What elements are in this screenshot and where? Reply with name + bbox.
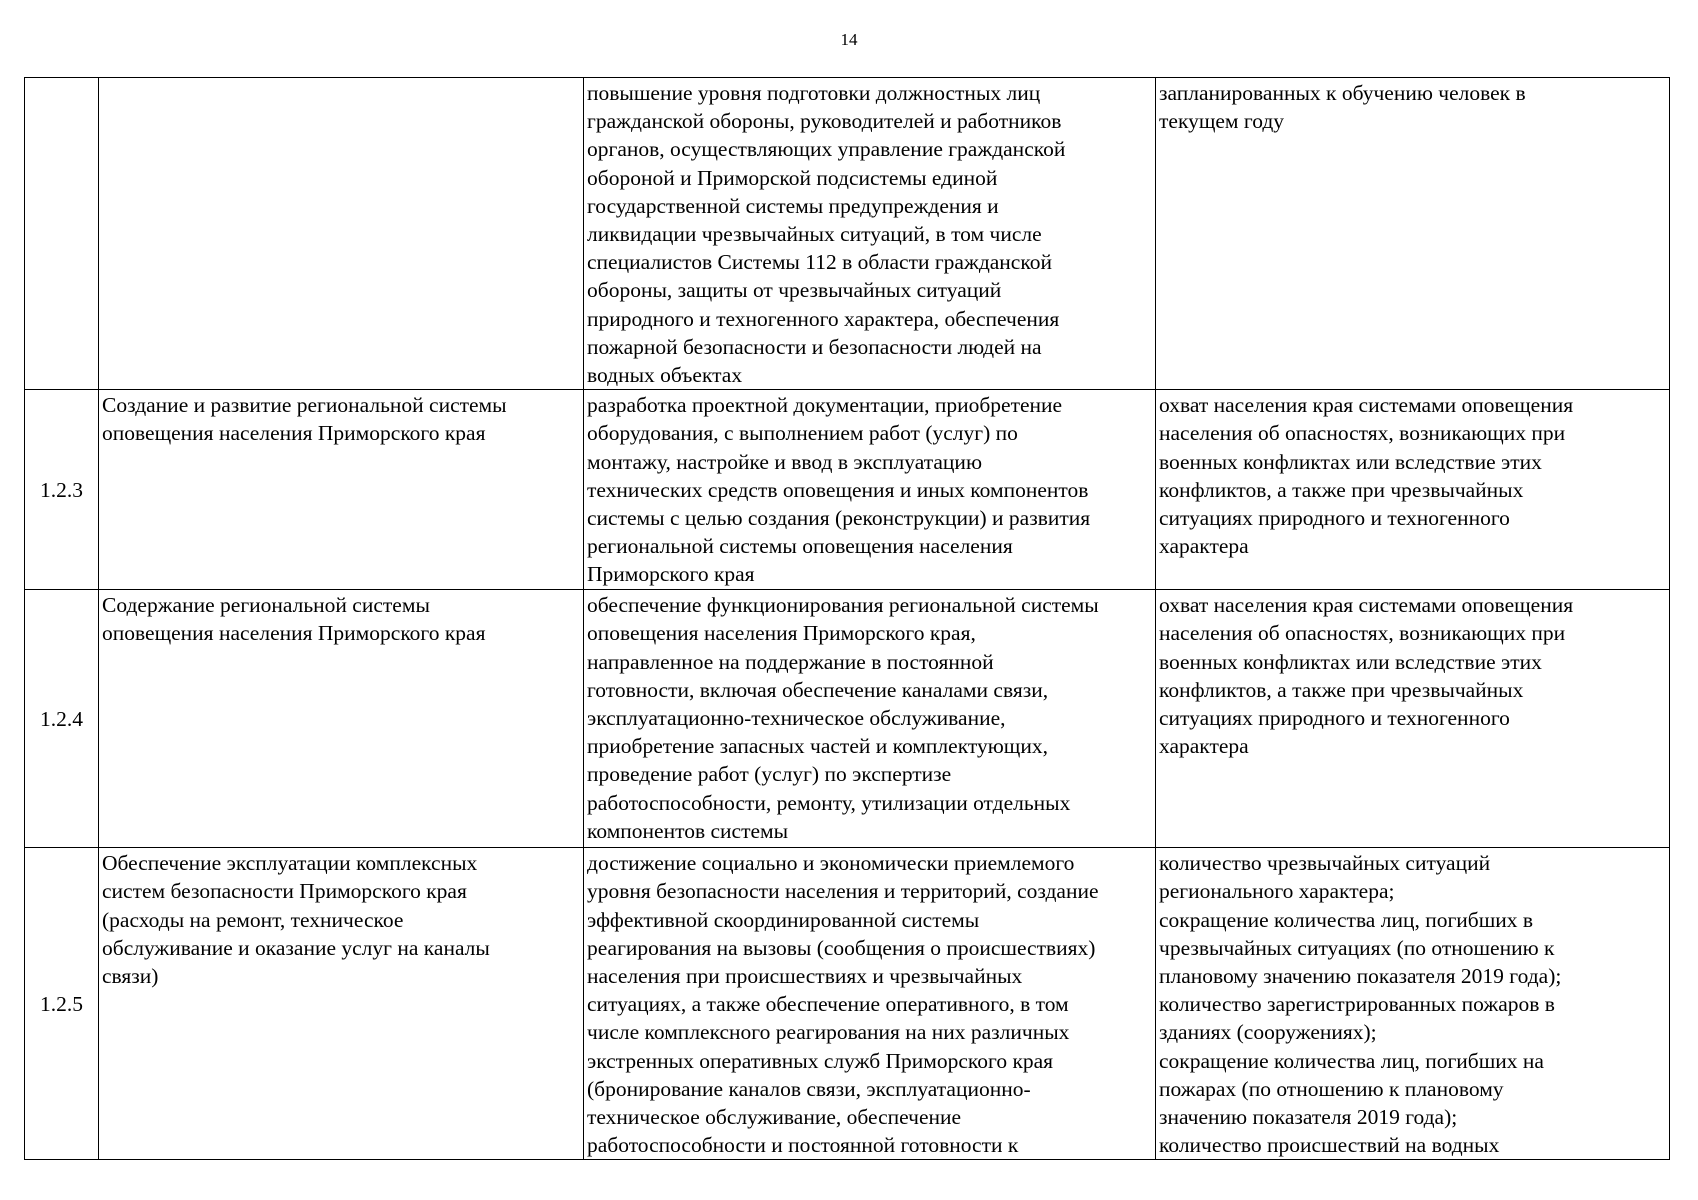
indicator-line: военных конфликтах или вследствие этих [1159,449,1542,474]
row-number: 1.2.5 [40,991,83,1016]
description-line: региональной системы оповещения населения [587,534,1013,559]
indicator-line: ситуациях природного и техногенного [1159,506,1510,531]
description-line: населения при происшествиях и чрезвычайных [587,964,1023,989]
indicator-line: плановому значению показателя 2019 года); [1159,964,1562,989]
description-line: эксплуатационно-техническое обслуживание, [587,706,1006,731]
description-line: технических средств оповещения и иных компонентов [587,477,1089,502]
table-row [25,78,1670,390]
activity-description-cell [584,390,1156,590]
indicator-line: количество чрезвычайных ситуаций [1159,851,1491,876]
program-table [24,77,1670,1160]
description-line: числе комплексного реагирования на них различных [587,1020,1070,1045]
activity-description-cell [584,590,1156,848]
indicator-cell [1156,590,1670,848]
indicator-line: охват населения края системами оповещения [1159,393,1574,418]
indicator-line: пожарах (по отношению к плановому [1159,1076,1504,1101]
name-line: оповещения населения Приморского края [102,621,486,646]
name-line: оповещения населения Приморского края [102,421,486,446]
description-line: пожарной безопасности и безопасности людей на [587,334,1042,359]
description-line: обороной и Приморской подсистемы единой [587,165,998,190]
description-line: органов, осуществляющих управление гражданской [587,137,1066,162]
indicator-line: регионального характера; [1159,879,1395,904]
description-line: государственной системы предупреждения и [587,193,999,218]
row-number-cell [25,390,99,590]
row-number-cell [25,848,99,1160]
description-line: оповещения населения Приморского края, [587,621,976,646]
description-line: оборудования, с выполнением работ (услуг) по [587,421,1018,446]
activity-name-cell [99,590,584,848]
name-line: Обеспечение эксплуатации комплексных [102,851,478,876]
description-line: компонентов системы [587,818,789,843]
description-line: работоспособности, ремонту, утилизации отдельных [587,790,1071,815]
row-number: 1.2.4 [40,706,83,731]
indicator-line: значению показателя 2019 года); [1159,1105,1458,1130]
description-line: уровня безопасности населения и территорий, создание [587,879,1099,904]
activity-name-cell [99,390,584,590]
description-line: повышение уровня подготовки должностных лиц [587,81,1041,105]
description-line: проведение работ (услуг) по экспертизе [587,762,952,787]
description-line: ситуациях, а также обеспечение оперативного, в том [587,992,1069,1017]
table-row [25,848,1670,1160]
name-line: связи) [102,964,159,989]
activity-description-cell [584,848,1156,1160]
indicator-line: конфликтов, а также при чрезвычайных [1159,477,1524,502]
description-line: направленное на поддержание в постоянной [587,649,994,674]
name-line: (расходы на ремонт, техническое [102,907,404,932]
indicator-line: населения об опасностях, возникающих при [1159,421,1566,446]
description-line: специалистов Системы 112 в области гражданской [587,250,1052,275]
description-line: обороны, защиты от чрезвычайных ситуаций [587,278,1002,303]
row-number: 1.2.3 [40,477,83,502]
description-line: работоспособности и постоянной готовности к [587,1133,1019,1158]
name-line: Содержание региональной системы [102,593,430,618]
description-line: разработка проектной документации, приобретение [587,393,1063,418]
description-line: экстренных оперативных служб Приморского края [587,1048,1054,1073]
indicator-line: текущем году [1159,109,1285,134]
indicator-line: характера [1159,734,1249,759]
indicator-line: количество зарегистрированных пожаров в [1159,992,1555,1017]
description-line: гражданской обороны, руководителей и работников [587,109,1062,134]
indicator-line: чрезвычайных ситуациях (по отношению к [1159,935,1555,960]
indicator-cell [1156,390,1670,590]
indicator-line: запланированных к обучению человек в [1159,81,1526,105]
description-line: обеспечение функционирования региональной системы [587,593,1099,618]
table-row [25,590,1670,848]
description-line: водных объектах [587,363,743,388]
description-line: ликвидации чрезвычайных ситуаций, в том числе [587,222,1042,247]
indicator-line: характера [1159,534,1249,559]
description-line: реагирования на вызовы (сообщения о происшествиях) [587,935,1096,960]
indicator-line: зданиях (сооружениях); [1159,1020,1377,1045]
indicator-line: населения об опасностях, возникающих при [1159,621,1566,646]
activity-description-cell [584,78,1156,390]
indicator-line: сокращение количества лиц, погибших в [1159,907,1534,932]
description-line: (бронирование каналов связи, эксплуатационно- [587,1076,1031,1101]
description-line: готовности, включая обеспечение каналами связи, [587,677,1049,702]
row-number-cell [25,78,99,390]
description-line: природного и техногенного характера, обеспечения [587,306,1060,331]
table-body [25,78,1670,1160]
description-line: достижение социально и экономически приемлемого [587,851,1075,876]
name-line: Создание и развитие региональной системы [102,393,507,418]
page-number: 14 [840,30,858,49]
row-number-cell [25,590,99,848]
indicator-line: сокращение количества лиц, погибших на [1159,1048,1544,1073]
description-line: Приморского края [587,562,755,587]
description-line: эффективной скоординированной системы [587,907,980,932]
indicator-line: военных конфликтах или вследствие этих [1159,649,1542,674]
indicator-line: конфликтов, а также при чрезвычайных [1159,677,1524,702]
activity-name-cell [99,78,584,390]
activity-name-cell [99,848,584,1160]
description-line: техническое обслуживание, обеспечение [587,1105,962,1130]
indicator-cell [1156,78,1670,390]
description-line: системы с целью создания (реконструкции) и развития [587,506,1091,531]
name-line: обслуживание и оказание услуг на каналы [102,935,490,960]
table-row [25,390,1670,590]
description-line: приобретение запасных частей и комплектующих, [587,734,1048,759]
indicator-line: количество происшествий на водных [1159,1133,1500,1158]
indicator-line: охват населения края системами оповещения [1159,593,1574,618]
name-line: систем безопасности Приморского края [102,879,467,904]
description-line: монтажу, настройке и ввод в эксплуатацию [587,449,982,474]
indicator-line: ситуациях природного и техногенного [1159,706,1510,731]
indicator-cell [1156,848,1670,1160]
